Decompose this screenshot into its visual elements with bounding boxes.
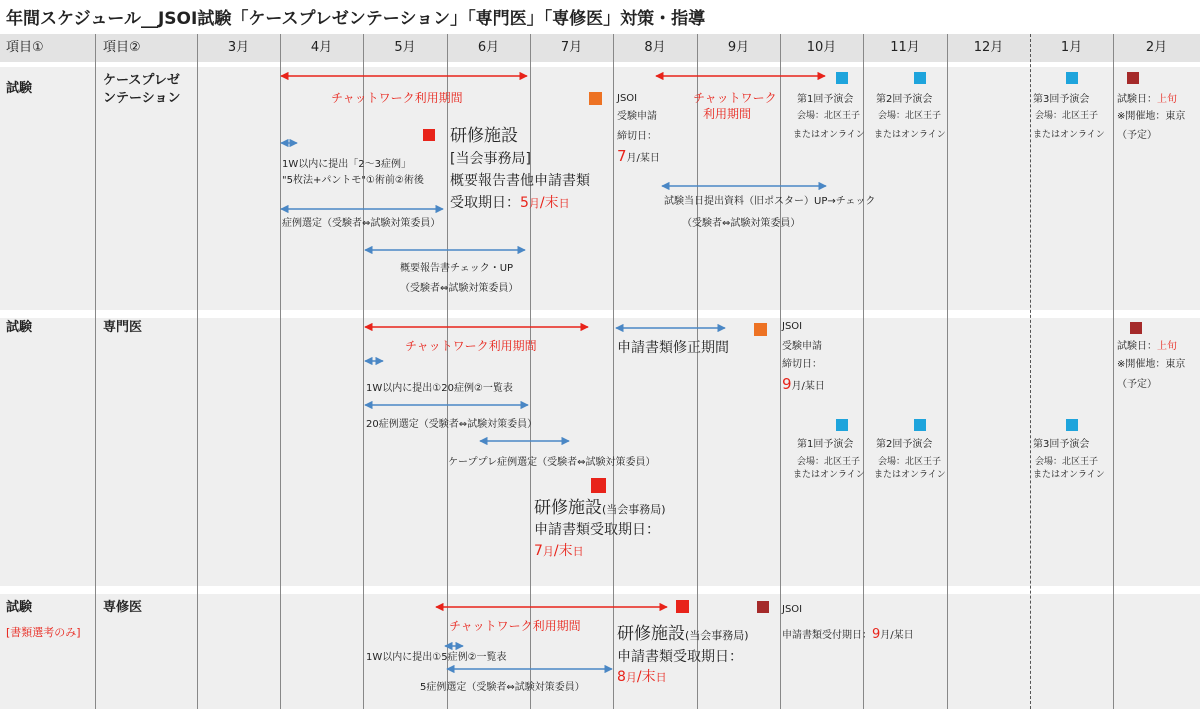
sec3-note: [書類選考のみ]: [6, 626, 81, 639]
sec1-gaiyo: 概要報告書他申請書類: [450, 173, 590, 189]
sec1-jsoi-line2: 受験申請: [617, 111, 657, 122]
sec1-jsoi-suffix: 月/某日: [626, 153, 660, 164]
sec1-uketori-month: 5: [520, 195, 529, 211]
sec1-touji-line1: 試験当日提出資料（旧ポスター）UP→チェック: [664, 196, 876, 207]
sec1-yoen3-online: またはオンライン: [1033, 130, 1105, 140]
sec1-exam-place: ※開催地：東京: [1117, 111, 1186, 122]
sec1-chat2-line1: チャットワーク: [693, 91, 777, 105]
sec3-uketori-m: 月: [625, 671, 637, 684]
month-header-3: 5月: [394, 40, 416, 55]
sec2-uketori-date: [534, 542, 584, 561]
sec3-uketori-slash: /: [636, 669, 642, 685]
sec3-item2: 専修医: [103, 600, 143, 615]
sec1-jsoi-deadline: [617, 147, 660, 165]
sec2-item2: 専門医: [103, 320, 143, 335]
sec1-check-line2: （受験者⇔試験対策委員）: [400, 283, 519, 294]
sec3-kenshu-line: [617, 624, 749, 645]
sec2-jsoi-line1: JSOI: [782, 321, 803, 332]
month-header-8: 10月: [806, 40, 837, 55]
sec2-exam-yotei: （予定）: [1117, 379, 1157, 390]
sec3-shorei5: 5症例選定（受験者⇔試験対策委員）: [420, 682, 585, 693]
sec2-uketori-end: 末: [558, 543, 573, 559]
sec1-chat-label: チャットワーク利用期間: [331, 91, 463, 105]
marker-exam-senmon: [1130, 322, 1142, 334]
sec2-jsoi-line2: 受験申請: [782, 341, 822, 352]
sec3-uketsuke-prefix: 申請書類受付期日：: [782, 630, 872, 641]
sec2-jsoi-line3: 締切日：: [782, 359, 822, 370]
sec2-item1: 試験: [6, 320, 33, 335]
header-item1: 項目①: [6, 40, 44, 55]
month-header-12: 2月: [1145, 40, 1168, 55]
sec1-uketori: [450, 194, 570, 213]
sec2-kenshu: 研修施設: [534, 498, 602, 518]
sec1-yoen1: 第1回予演会: [797, 94, 854, 105]
month-header-4: 6月: [477, 40, 500, 55]
sec2-yoen1: 第1回予演会: [797, 439, 854, 450]
marker-yoen1-senmon: [836, 419, 848, 431]
sec2-exam-place: ※開催地：東京: [1117, 359, 1186, 370]
sec1-yoen3-kaijo: 会場：北区王子: [1035, 111, 1099, 121]
sec1-yoen1-kaijo: 会場：北区王子: [797, 111, 861, 121]
marker-jsoi-senmon: [754, 323, 767, 336]
sec2-uketori-slash: /: [553, 543, 559, 559]
sec2-yoen2-online: またはオンライン: [874, 470, 946, 480]
sec1-yoen2-kaijo: 会場：北区王子: [878, 111, 942, 121]
sec1-uketori-m: 月: [528, 197, 540, 210]
sec1-exam-prefix: 試験日：: [1117, 94, 1157, 105]
marker-yoen3-case: [1066, 72, 1078, 84]
sec1-yoen2: 第2回予演会: [876, 94, 933, 105]
sec3-uketsuke-month: 9: [872, 627, 881, 642]
sec1-uketori-end: 末: [544, 195, 559, 211]
sec2-shusei: 申請書類修正期間: [617, 340, 729, 356]
sec1-jsoi-line1: JSOI: [617, 93, 638, 104]
header-item2: 項目②: [103, 40, 141, 55]
sec2-uketori-label: 申請書類受取期日：: [534, 522, 660, 538]
sec2-yoen3-online: またはオンライン: [1033, 470, 1105, 480]
sec1-yoen1-online: またはオンライン: [793, 130, 865, 140]
sec1-note-1w-line1: 1W以内に提出「2～3症例」: [282, 159, 411, 170]
month-header-2: 4月: [310, 40, 333, 55]
sec1-item2-line1: ケースプレゼ: [103, 73, 180, 88]
marker-kenshu-senmon: [591, 478, 606, 493]
sec1-jimukyoku: [当会事務局]: [450, 151, 531, 167]
sec2-yoen1-kaijo: 会場：北区王子: [797, 457, 861, 467]
sec1-yoen2-online: またはオンライン: [874, 130, 946, 140]
sec3-uketori-label: 申請書類受取期日：: [617, 649, 743, 665]
sec1-uketori-prefix: 受取期日：: [450, 195, 520, 211]
sec1-exam-when: 上旬: [1157, 94, 1177, 105]
sec3-uketori-month: 8: [617, 669, 626, 685]
sec3-uketsuke-suffix: 月/某日: [880, 630, 914, 641]
sec3-uketsuke: [782, 628, 914, 642]
sec2-yoen3-kaijo: 会場：北区王子: [1035, 457, 1099, 467]
marker-jsoi-senshu: [757, 601, 769, 613]
sec1-uketori-slash: /: [539, 195, 545, 211]
sec1-jsoi-month: 7: [617, 147, 627, 165]
sec2-yoen2-kaijo: 会場：北区王子: [878, 457, 942, 467]
sec3-uketori-day: 日: [655, 671, 667, 684]
sec1-touji-line2: （受験者⇔試験対策委員）: [682, 218, 801, 229]
sec2-uketori-month: 7: [534, 543, 543, 559]
month-header-9: 11月: [890, 40, 920, 55]
sec1-note-1w-line2: "5枚法+パントモ"①術前②術後: [282, 175, 424, 186]
sec1-item2-line2: ンテーション: [103, 91, 181, 106]
sec2-shorei20: 20症例選定（受験者⇔試験対策委員）: [366, 419, 538, 430]
sec2-uketori-m: 月: [542, 545, 554, 558]
marker-yoen3-senmon: [1066, 419, 1078, 431]
sec1-shorei: 症例選定（受験者⇔試験対策委員）: [282, 218, 441, 229]
sec2-yoen2: 第2回予演会: [876, 439, 933, 450]
sec1-chat2-line2: 利用期間: [703, 107, 752, 121]
sec3-kenshu: 研修施設: [617, 624, 685, 644]
sec3-jsoi: JSOI: [782, 604, 803, 615]
marker-yoen2-senmon: [914, 419, 926, 431]
month-header-6: 8月: [644, 40, 666, 55]
sec2-casepre: ケーププレ症例選定（受験者⇔試験対策委員）: [448, 457, 656, 468]
sec2-kenshu-line: [534, 498, 666, 519]
sec2-jimukyoku: (当会事務局): [602, 503, 666, 516]
sec3-note-1w: 1W以内に提出①5症例②一覧表: [366, 652, 507, 663]
sec2-jsoi-deadline: [782, 375, 825, 393]
sec1-kenshu: 研修施設: [450, 126, 518, 146]
sec1-exam-date: [1117, 93, 1177, 106]
month-header-10: 12月: [973, 40, 1004, 55]
page-title: 年間スケジュール__JSOI試験「ケースプレゼンテーション」「専門医」「専修医」対策・指導: [6, 9, 706, 29]
sec2-jsoi-suffix: 月/某日: [791, 381, 825, 392]
sec1-check-line1: 概要報告書チェック・UP: [400, 263, 514, 274]
marker-yoen1-case: [836, 72, 848, 84]
month-header-11: 1月: [1060, 40, 1083, 55]
sec2-yoen3: 第3回予演会: [1033, 439, 1090, 450]
sec2-jsoi-month: 9: [782, 375, 792, 393]
marker-kenshu-case: [423, 129, 435, 141]
sec3-uketori-date: [617, 668, 667, 687]
month-header-5: 7月: [560, 40, 583, 55]
sec1-exam-yotei: （予定）: [1117, 130, 1157, 141]
sec3-uketori-end: 末: [641, 669, 656, 685]
sec1-item1: 試験: [6, 81, 33, 96]
sec2-uketori-day: 日: [572, 545, 584, 558]
sec2-yoen1-online: またはオンライン: [793, 470, 865, 480]
month-header-7: 9月: [727, 40, 750, 55]
sec2-exam-when: 上旬: [1157, 341, 1177, 352]
sec1-jsoi-line3: 締切日：: [617, 131, 657, 142]
sec2-note-1w: 1W以内に提出①20症例②一覧表: [366, 383, 513, 394]
sec1-yoen3: 第3回予演会: [1033, 94, 1090, 105]
sec3-jimukyoku: (当会事務局): [685, 629, 749, 642]
sec2-exam-date: [1117, 340, 1177, 353]
sec3-chat-label: チャットワーク利用期間: [449, 619, 581, 633]
marker-jsoi-case: [589, 92, 602, 105]
sec2-chat-label: チャットワーク利用期間: [405, 339, 537, 353]
sec2-exam-prefix: 試験日：: [1117, 341, 1157, 352]
month-header-1: 3月: [227, 40, 250, 55]
sec1-uketori-day: 日: [558, 197, 570, 210]
sec3-item1: 試験: [6, 600, 33, 615]
marker-exam-case: [1127, 72, 1139, 84]
marker-kenshu-senshu: [676, 600, 689, 613]
marker-yoen2-case: [914, 72, 926, 84]
